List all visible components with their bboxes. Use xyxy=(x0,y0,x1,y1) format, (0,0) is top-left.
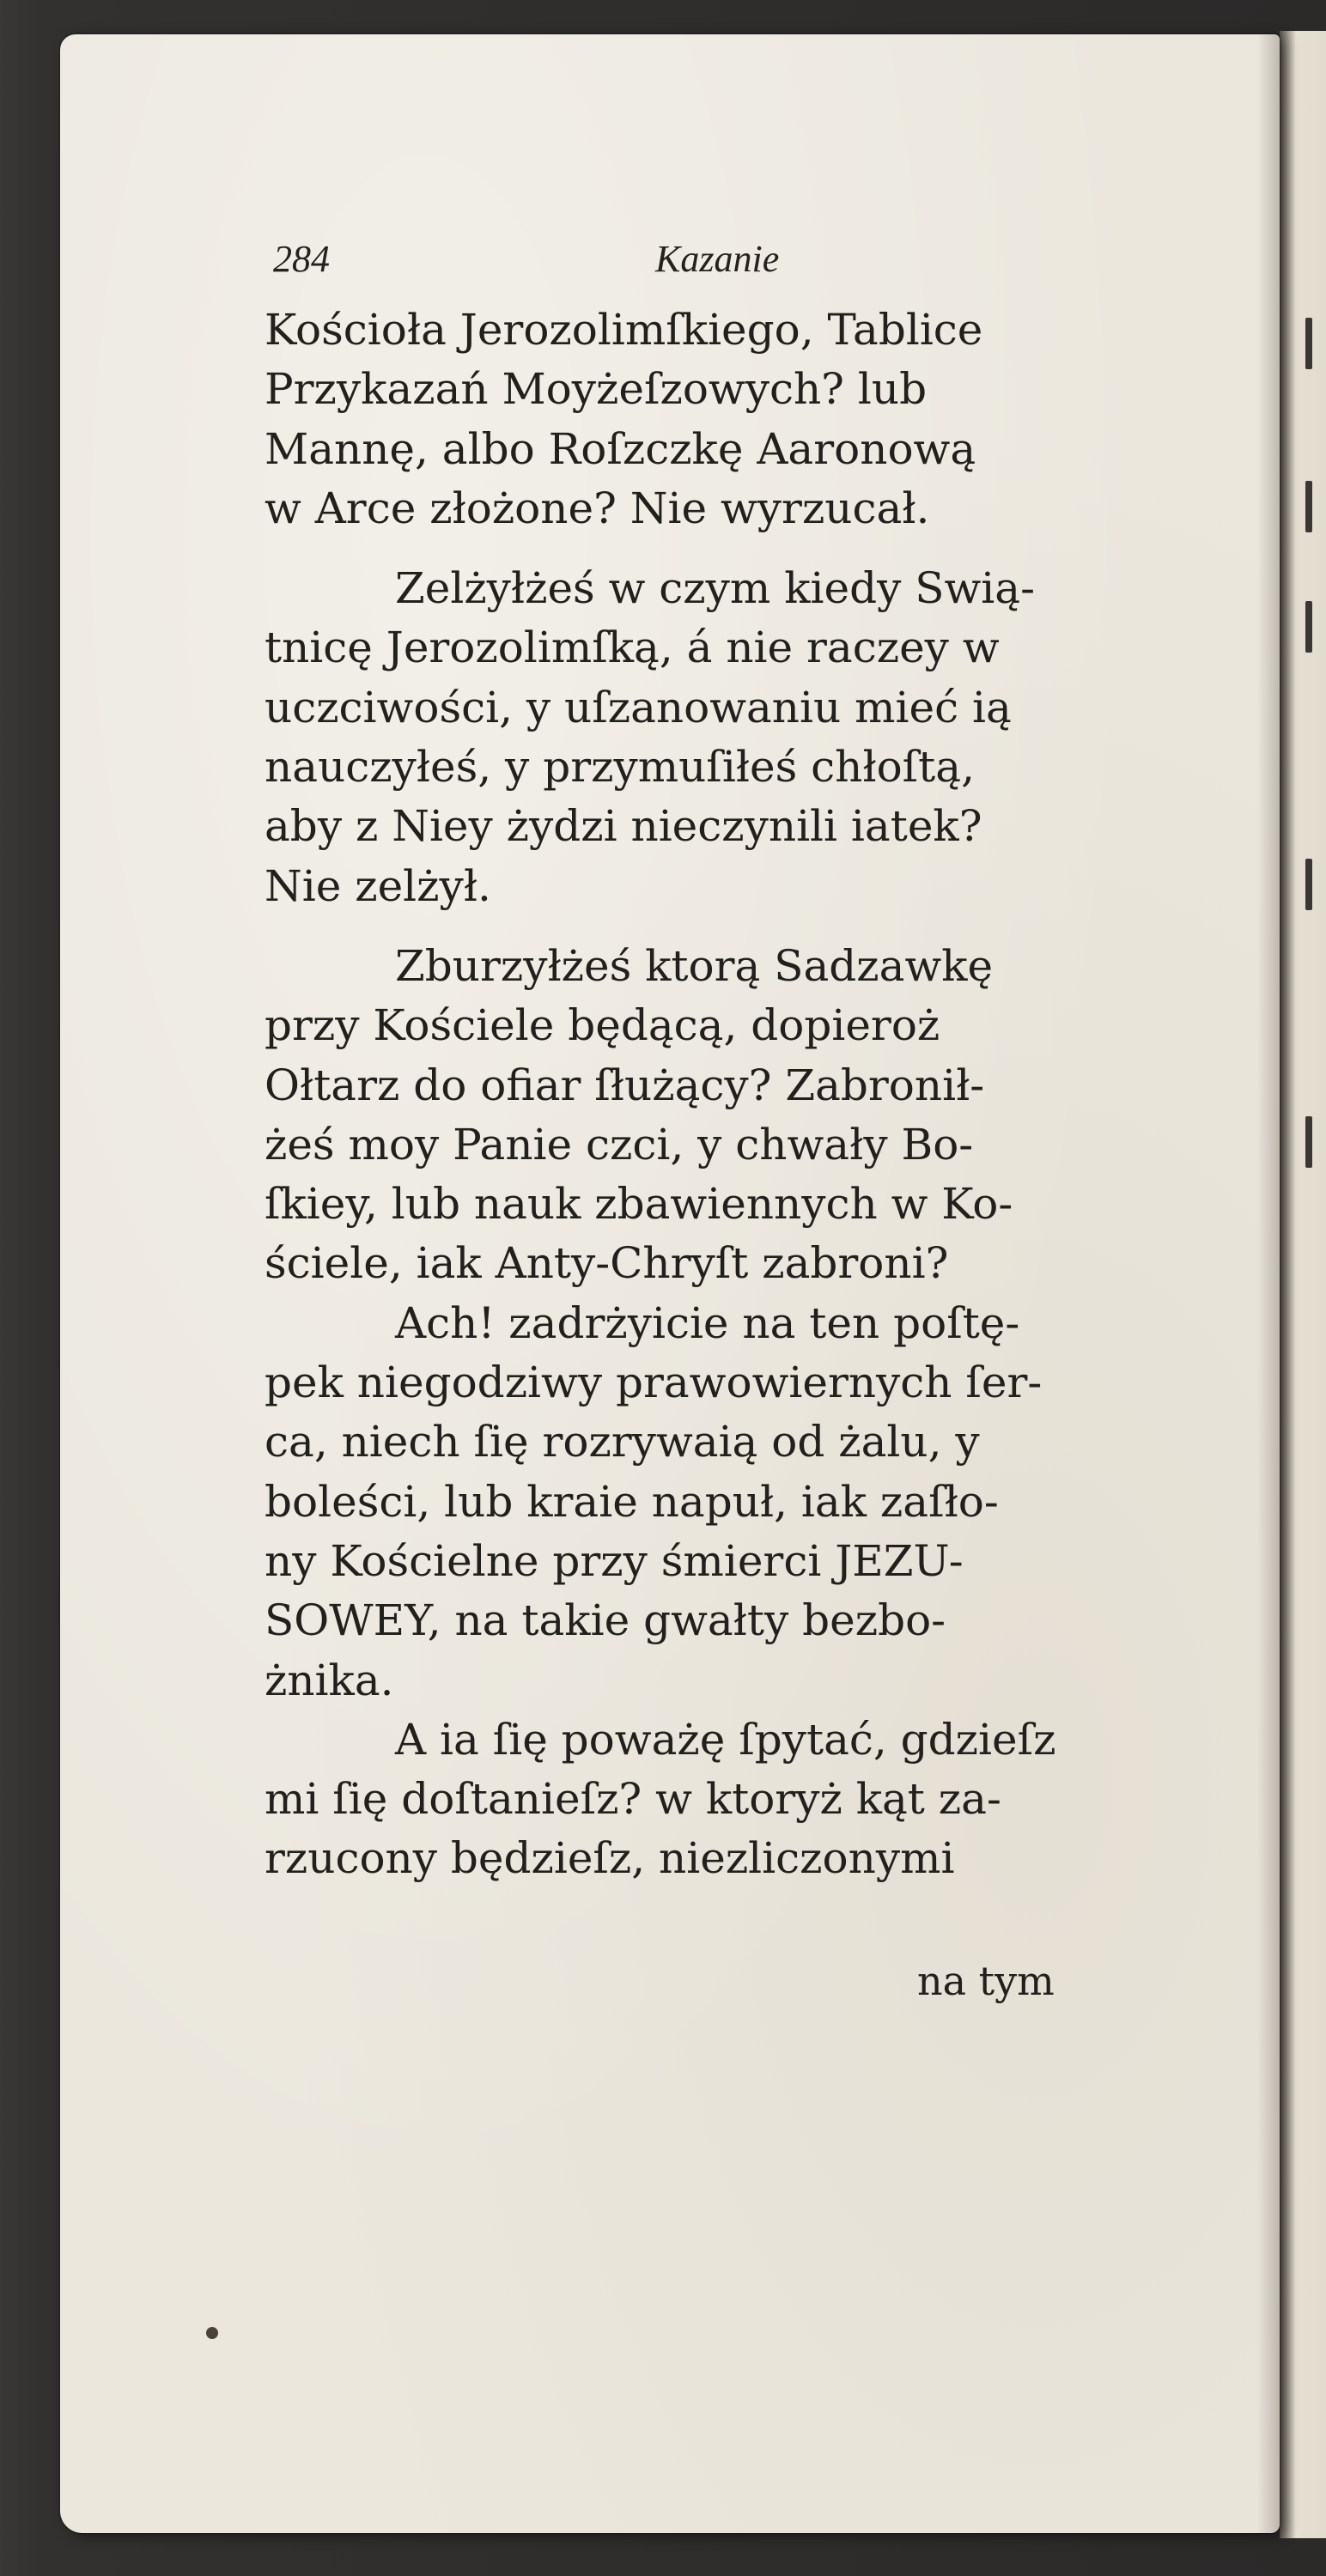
text-line: ny Kościelne przy śmierci JEZU- xyxy=(265,1535,964,1586)
running-title: Kazanie xyxy=(655,238,780,280)
text-line: mi ſię doſtanieſz? w ktoryż kąt za- xyxy=(265,1774,1001,1825)
text-line: Przykazań Moyżeſzowych? lub xyxy=(265,364,928,415)
page-header xyxy=(273,237,874,289)
text-line: Zburzyłżeś ktorą Sadzawkę xyxy=(395,940,994,991)
body-text xyxy=(265,301,1209,1889)
text-line: Mannę, albo Roſzczkę Aaronową xyxy=(265,423,976,474)
paragraph-gap xyxy=(265,538,1209,559)
text-line: Kościoła Jerozolimſkiego, Tablice xyxy=(265,305,983,355)
text-line: Zelżyłżeś w czym kiedy Swią- xyxy=(395,563,1035,614)
page-number: 284 xyxy=(273,238,330,280)
next-page-text-fragment xyxy=(1305,481,1312,532)
text-line: w Arce złożone? Nie wyrzucał. xyxy=(265,483,930,533)
text-line: nauczyłeś, y przymuſiłeś chłoſtą, xyxy=(265,742,975,793)
next-page-text-fragment xyxy=(1305,859,1312,910)
text-line: ściele, iak Anty-Chryſt zabroni? xyxy=(265,1238,949,1289)
text-line: żeś moy Panie czci, y chwały Bo- xyxy=(265,1119,974,1170)
text-line: Ach! zadrżyicie na ten poſtę- xyxy=(395,1297,1020,1348)
text-line: rzucony będzieſz, niezliczonymi xyxy=(265,1833,955,1884)
text-line: uczciwości, y uſzanowaniu mieć ią xyxy=(265,682,1012,732)
text-line: A ia ſię poważę ſpytać, gdzieſz xyxy=(395,1714,1056,1765)
text-line: Ołtarz do ofiar ſłużący? Zabronił- xyxy=(265,1060,985,1110)
ink-speck xyxy=(206,2327,218,2339)
text-line: Nie zelżył. xyxy=(265,860,491,911)
next-page-text-fragment xyxy=(1305,601,1312,653)
text-line: żnika. xyxy=(265,1655,394,1705)
catchword: na tym xyxy=(917,1958,1055,2004)
text-line: ſkiey, lub nauk zbawiennych w Ko- xyxy=(265,1179,1013,1230)
text-line: boleści, lub kraie napuł, iak zaſło- xyxy=(265,1476,999,1527)
text-line: przy Kościele będącą, dopieroż xyxy=(265,1000,940,1051)
text-line: tnicę Jerozolimſką, á nie raczey w xyxy=(265,623,1000,673)
text-line: ca, niech ſię rozrywaią od żalu, y xyxy=(265,1417,980,1467)
next-page-text-fragment xyxy=(1305,318,1312,369)
text-line: aby z Niey żydzi nieczynili iatek? xyxy=(265,801,982,852)
paragraph-gap xyxy=(265,916,1209,937)
next-page-text-fragment xyxy=(1305,1116,1312,1168)
next-page-edge xyxy=(1280,31,1326,2538)
text-line: pek niegodziwy prawowiernych ſer- xyxy=(265,1358,1043,1408)
text-line: SOWEY, na takie gwałty bezbo- xyxy=(265,1595,946,1646)
